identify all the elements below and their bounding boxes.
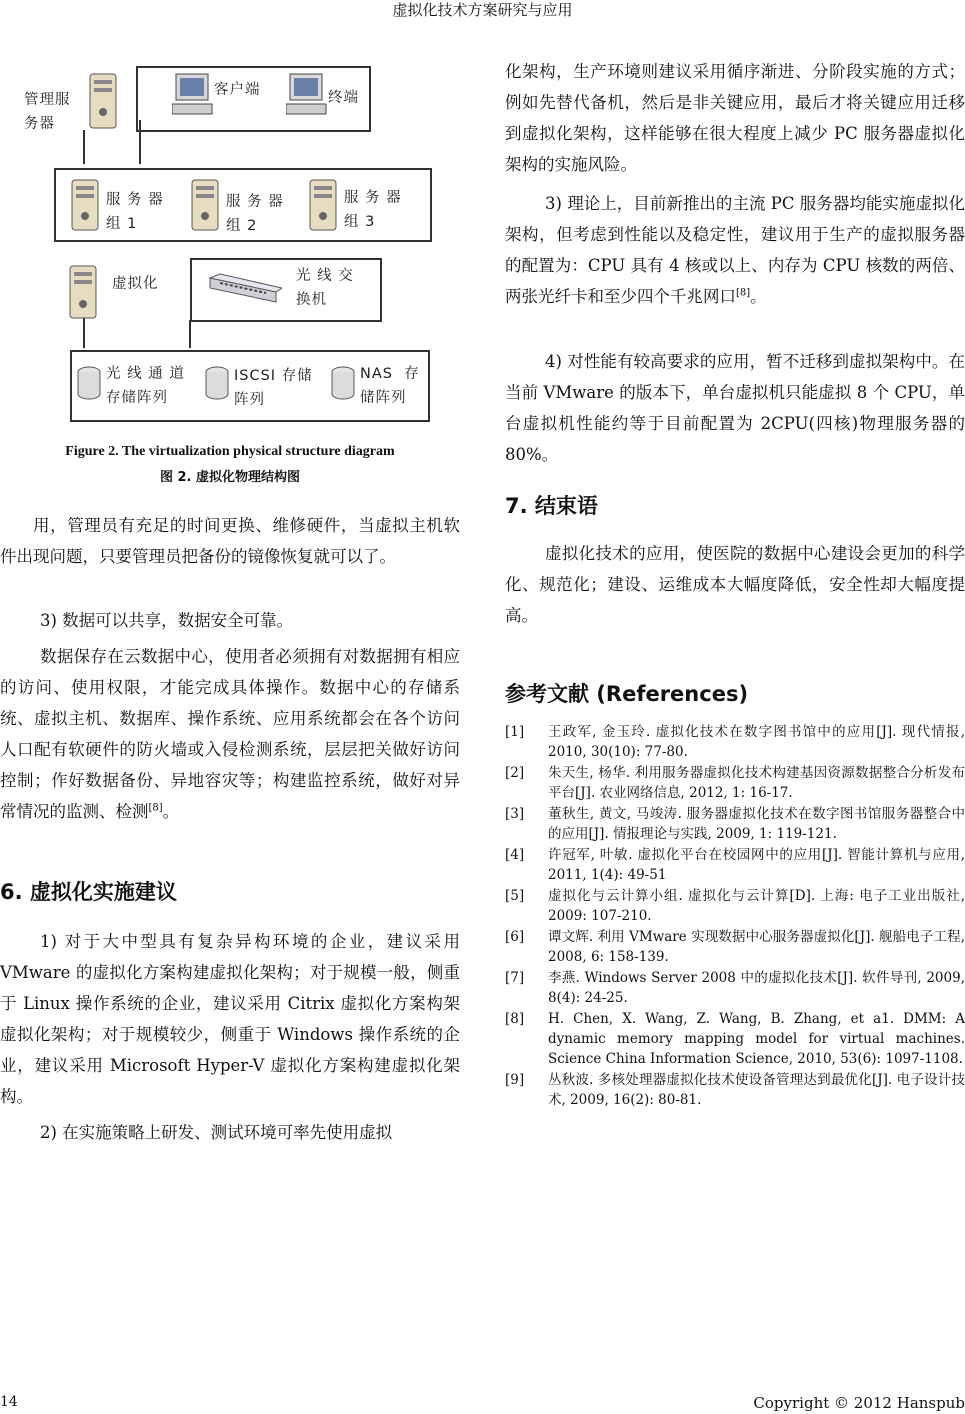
mgmt-server-label: 管理服 务器 xyxy=(24,92,71,132)
reference-text: H. Chen, X. Wang, Z. Wang, B. Zhang, et a1. DMM: A dynamic memory mapping model for virtual machines. Science China Information Science, 2010, 53(6): 1097-1108. xyxy=(548,1011,965,1067)
running-head: 虚拟化技术方案研究与应用 xyxy=(392,1,573,19)
citation: [8] xyxy=(148,802,163,814)
server-icon xyxy=(70,178,100,232)
reference-number: [1] xyxy=(505,724,525,740)
computer-icon xyxy=(172,72,214,116)
reference-text: 谭文辉. 利用 VMware 实现数据中心服务器虚拟化[J]. 舰船电子工程, 2008, 6: 158-139. xyxy=(548,929,965,965)
switch-icon xyxy=(206,272,282,306)
reference-number: [9] xyxy=(505,1072,525,1088)
server-icon xyxy=(68,264,98,320)
right-para-2-end: 。 xyxy=(750,287,767,306)
left-para-3 xyxy=(0,641,460,827)
reference-text: 虚拟化与云计算小组. 虚拟化与云计算[D]. 上海: 电子工业出版社, 2009: 107-210. xyxy=(548,888,965,924)
left-para-4: 1) 对于大中型具有复杂异构环境的企业，建议采用 VMware 的虚拟化方案构建虚拟化架构；对于规模一般，侧重于 Linux 操作系统的企业，建议采用 Citrix 虚拟化方案构架虚拟化架构；对于规模较少，侧重于 Windows 操作系统的企业，建议采用 Microsoft Hyper-V 虚拟化方案构建虚拟化架构。 xyxy=(0,932,460,1106)
reference-number: [8] xyxy=(505,1011,525,1027)
right-para-3: 4) 对性能有较高要求的应用，暂不迁移到虚拟架构中。在当前 VMware 的版本下，单台虚拟机只能虚拟 8 个 CPU，单台虚拟机性能约等于目前配置为 2CPU(四核)物理服务器的 80%。 xyxy=(505,352,965,464)
right-para-4: 虚拟化技术的应用，使医院的数据中心建设会更加的科学化、规范化；建设、运维成本大幅度降低，安全性却大幅度提高。 xyxy=(505,544,965,625)
computer-icon xyxy=(286,72,328,116)
reference-number: [4] xyxy=(505,847,525,863)
left-para-3-end: 。 xyxy=(162,802,180,821)
reference-text: 朱天生, 杨华. 利用服务器虚拟化技术构建基因资源数据整合分析发布平台[J]. 农业网络信息, 2012, 1: 16-17. xyxy=(548,765,965,801)
reference-text: 李燕. Windows Server 2008 中的虚拟化技术[J]. 软件导刊, 2009, 8(4): 24-25. xyxy=(548,970,965,1006)
server-group-1-label: 服 务 器 组 1 xyxy=(106,192,164,232)
server-group-2-label: 服 务 器 组 2 xyxy=(226,194,284,234)
page-number: 14 xyxy=(0,1394,18,1410)
right-para-1: 化架构，生产环境则建议采用循序渐进、分阶段实施的方式；例如先替代备机，然后是非关键应用，最后才将关键应用迁移到虚拟化架构，这样能够在很大程度上减少 PC 服务器虚拟化架构的实施风险。 xyxy=(505,62,965,174)
reference-item xyxy=(505,886,965,926)
figure-caption-en: Figure 2. The virtualization physical structure diagram xyxy=(65,444,395,459)
storage-cylinder-icon xyxy=(76,366,102,400)
reference-number: [7] xyxy=(505,970,525,986)
reference-item xyxy=(505,722,965,762)
iscsi-storage-label: ISCSI 存储 阵列 xyxy=(234,368,313,408)
left-para-3-text: 数据保存在云数据中心，使用者必须拥有对数据拥有相应的访问、使用权限，才能完成具体操作。数据中心的存储系统、虚拟主机、数据库、操作系统、应用系统都会在各个访问人口配有软硬件的防火墙或入侵检测系统，层层把关做好访问控制；作好数据备份、异地容灾等；构建监控系统，做好对异常情况的监测、检测 xyxy=(0,647,460,821)
reference-list xyxy=(505,722,965,1111)
reference-text: 丛秋波. 多核处理器虚拟化技术使设备管理达到最优化[J]. 电子设计技术, 2009, 16(2): 80-81. xyxy=(548,1072,965,1108)
reference-number: [6] xyxy=(505,929,525,945)
left-para-5: 2) 在实施策略上研发、测试环境可率先使用虚拟 xyxy=(40,1123,393,1142)
right-para-2-text: 3) 理论上，目前新推出的主流 PC 服务器均能实施虚拟化架构，但考虑到性能以及稳定性，建议用于生产的虚拟服务器的配置为：CPU 具有 4 核或以上、内存为 CPU 核数的两倍、两张光纤卡和至少四个千兆网口 xyxy=(505,194,965,306)
reference-item xyxy=(505,968,965,1008)
right-para-2 xyxy=(505,188,965,312)
server-group-3-label: 服 务 器 组 3 xyxy=(344,190,402,230)
reference-item xyxy=(505,804,965,844)
storage-cylinder-icon xyxy=(204,366,230,400)
section-6-title: 6. 虚拟化实施建议 xyxy=(0,880,177,904)
left-para-2: 3) 数据可以共享，数据安全可靠。 xyxy=(40,611,294,630)
virtualization-label: 虚拟化 xyxy=(112,276,159,292)
reference-number: [5] xyxy=(505,888,525,904)
server-icon xyxy=(308,178,338,232)
reference-text: 王政军, 金玉玲. 虚拟化技术在数字图书馆中的应用[J]. 现代情报, 2010, 30(10): 77-80. xyxy=(548,724,965,760)
fiber-switch-label: 光 线 交 换机 xyxy=(296,268,354,308)
references-title: 参考文献 (References) xyxy=(505,682,749,706)
fc-storage-label: 光 线 通 道 存储阵列 xyxy=(106,366,185,406)
citation: [8] xyxy=(736,287,751,299)
reference-item xyxy=(505,927,965,967)
reference-item xyxy=(505,1009,965,1069)
reference-text: 董秋生, 黄文, 马竣涛. 服务器虚拟化技术在数字图书馆服务器整合中的应用[J]. 情报理论与实践, 2009, 1: 119-121. xyxy=(548,806,965,842)
terminal-label: 终端 xyxy=(328,90,359,106)
storage-cylinder-icon xyxy=(330,366,356,400)
structure-diagram xyxy=(20,60,440,435)
figure-caption-zh: 图 2. 虚拟化物理结构图 xyxy=(159,470,301,485)
left-para-1: 用，管理员有充足的时间更换、维修硬件，当虚拟主机软件出现问题，只要管理员把备份的镜像恢复就可以了。 xyxy=(0,516,460,566)
reference-number: [3] xyxy=(505,806,525,822)
server-icon xyxy=(88,72,118,130)
nas-storage-label: NAS 存 储阵列 xyxy=(360,366,420,406)
client-label: 客户端 xyxy=(214,82,261,98)
reference-text: 许冠军, 叶敏. 虚拟化平台在校园网中的应用[J]. 智能计算机与应用, 2011, 1(4): 49-51 xyxy=(548,847,965,883)
reference-item xyxy=(505,1070,965,1110)
copyright: Copyright © 2012 Hanspub xyxy=(753,1394,965,1412)
reference-item xyxy=(505,845,965,885)
section-7-title: 7. 结束语 xyxy=(505,494,598,518)
server-icon xyxy=(190,178,220,232)
reference-item xyxy=(505,763,965,803)
reference-number: [2] xyxy=(505,765,525,781)
